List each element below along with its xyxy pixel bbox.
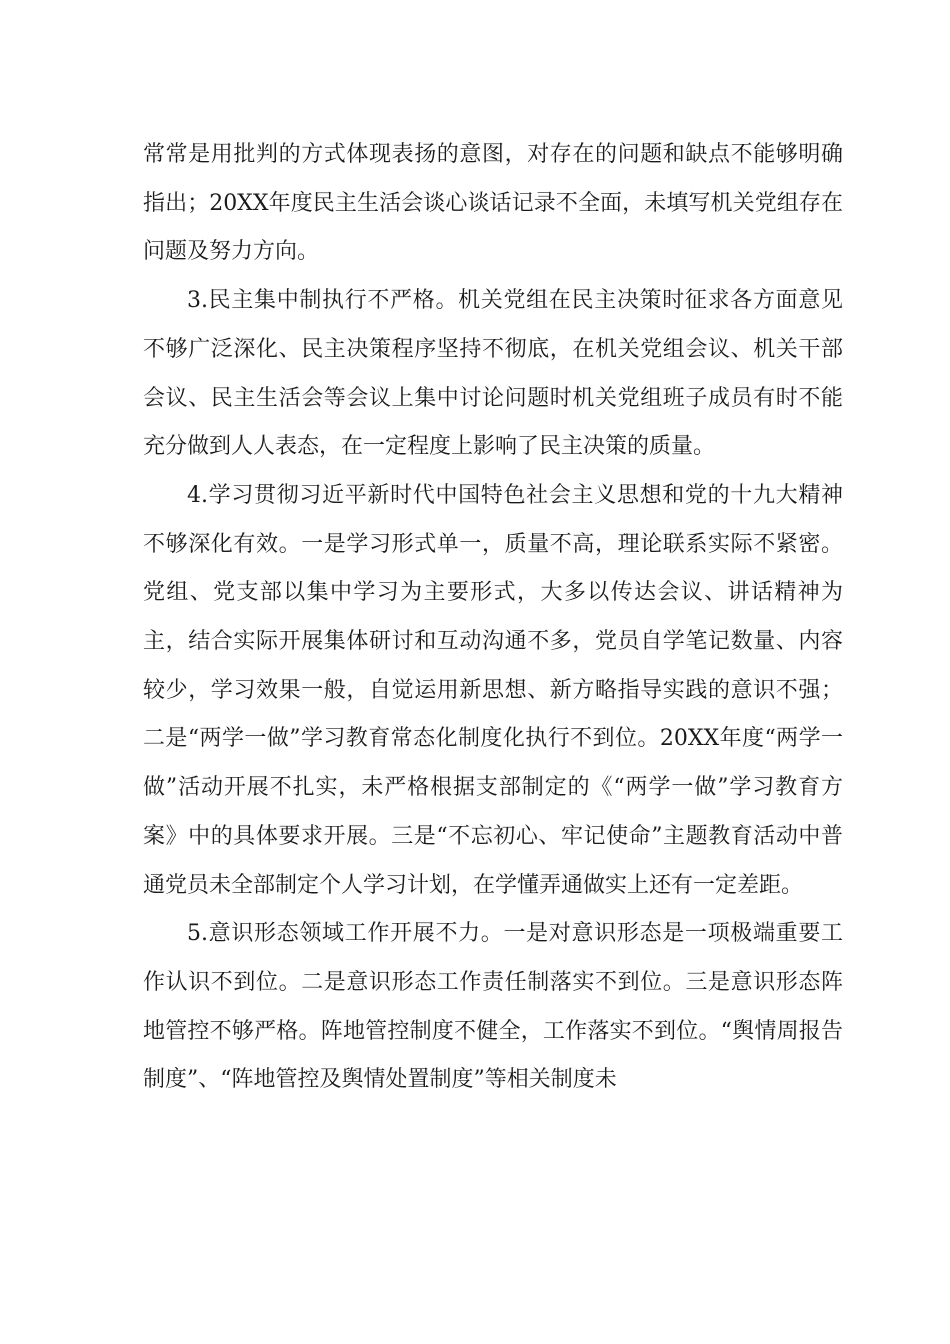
- document-body: [143, 131, 843, 1105]
- paragraph-continued: 常常是用批判的方式体现表扬的意图，对存在的问题和缺点不能够明确指出；20XX年度民主生活会谈心谈话记录不全面，未填写机关党组存在问题及努力方向。: [143, 142, 843, 265]
- paragraph-item-3: 3.民主集中制执行不严格。机关党组在民主决策时征求各方面意见不够广泛深化、民主决策程序坚持不彻底，在机关党组会议、机关干部会议、民主生活会等会议上集中讨论问题时机关党组班子成员有时不能充分做到人人表态，在一定程度上影响了民主决策的质量。: [143, 288, 843, 460]
- paragraph-item-5: 5.意识形态领域工作开展不力。一是对意识形态是一项极端重要工作认识不到位。二是意识形态工作责任制落实不到位。三是意识形态阵地管控不够严格。阵地管控制度不健全，工作落实不到位。“舆情周报告制度”、“阵地管控及舆情处置制度”等相关制度未: [143, 921, 843, 1093]
- paragraph-item-4: 4.学习贯彻习近平新时代中国特色社会主义思想和党的十九大精神不够深化有效。一是学习形式单一，质量不高，理论联系实际不紧密。党组、党支部以集中学习为主要形式，大多以传达会议、讲话精神为主，结合实际开展集体研讨和互动沟通不多，党员自学笔记数量、内容较少，学习效果一般，自觉运用新思想、新方略指导实践的意识不强；二是“两学一做”学习教育常态化制度化执行不到位。20XX年度“两学一做”活动开展不扎实，未严格根据支部制定的《“两学一做”学习教育方案》中的具体要求开展。三是“不忘初心、牢记使命”主题教育活动中普通党员未全部制定个人学习计划，在学懂弄通做实上还有一定差距。: [143, 482, 843, 898]
